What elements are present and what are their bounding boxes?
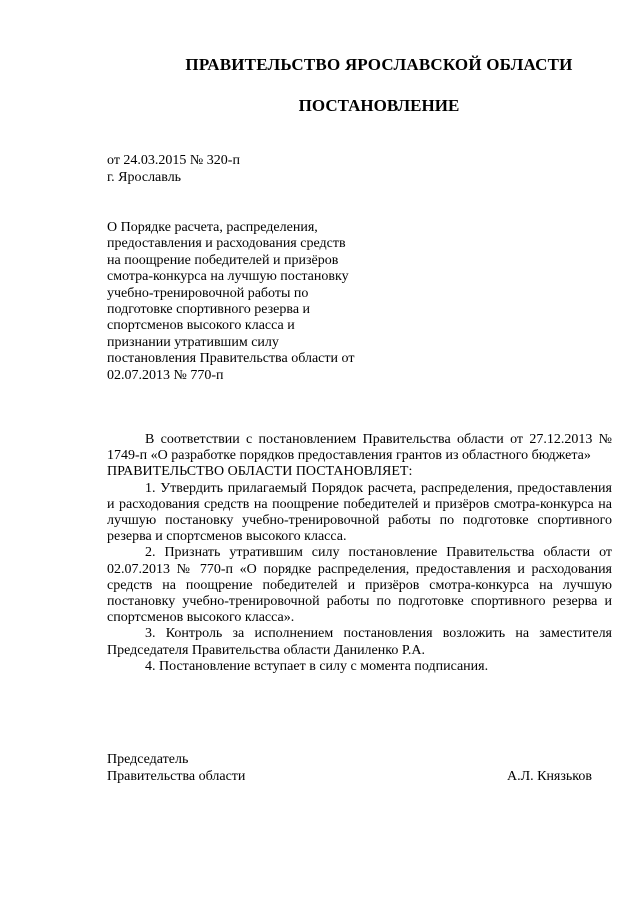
signer-title-2: Правительства области: [107, 769, 246, 784]
item-2: 2. Признать утратившим силу постановление Правительства области от 02.07.2013 № 770-п «О порядке распределения, предоставления и расходования средств на поощрение победителей и призёров смотра-конкурса на лучшую постановку учебно-тренировочной работы по подготовке спортивного резерва и спортсменов высокого класса».: [107, 545, 612, 626]
city: г. Ярославль: [107, 170, 182, 185]
document-body: [107, 432, 612, 675]
item-3: 3. Контроль за исполнением постановления возложить на заместителя Председателя Правительства области Даниленко Р.А.: [107, 626, 612, 658]
decree-line: ПРАВИТЕЛЬСТВО ОБЛАСТИ ПОСТАНОВЛЯЕТ:: [107, 464, 413, 480]
date-number: от 24.03.2015 № 320-п: [107, 153, 240, 168]
organization-title: ПРАВИТЕЛЬСТВО ЯРОСЛАВСКОЙ ОБЛАСТИ: [185, 55, 573, 74]
signer-title-1: Председатель: [107, 752, 189, 767]
document-meta: [107, 152, 240, 186]
item-1: 1. Утвердить прилагаемый Порядок расчета, распределения, предоставления и расходования средств на поощрение победителей и призёров смотра-конкурса на лучшую постановку учебно-тренировочной работы по подготовке спортивного резерва и спортсменов высокого класса.: [107, 480, 612, 545]
signer-name: А.Л. Князьков: [507, 769, 592, 784]
signature-block: [107, 751, 592, 785]
document-type: ПОСТАНОВЛЕНИЕ: [298, 96, 460, 115]
preamble: В соответствии с постановлением Правительства области от 27.12.2013 № 1749-п «О разработке порядков предоставления грантов из областного бюджета»: [107, 432, 612, 464]
item-4: 4. Постановление вступает в силу с момента подписания.: [145, 658, 489, 674]
document-subject: О Порядке расчета, распределения, предоставления и расходования средств на поощрение победителей и призёров смотра-конкурса на лучшую постановку учебно-тренировочной работы по подготовке спортивного резерва и спортсменов высокого класса и признании утратившим силу постановления Правительства области от 02.07.2013 № 770-п: [107, 220, 355, 383]
